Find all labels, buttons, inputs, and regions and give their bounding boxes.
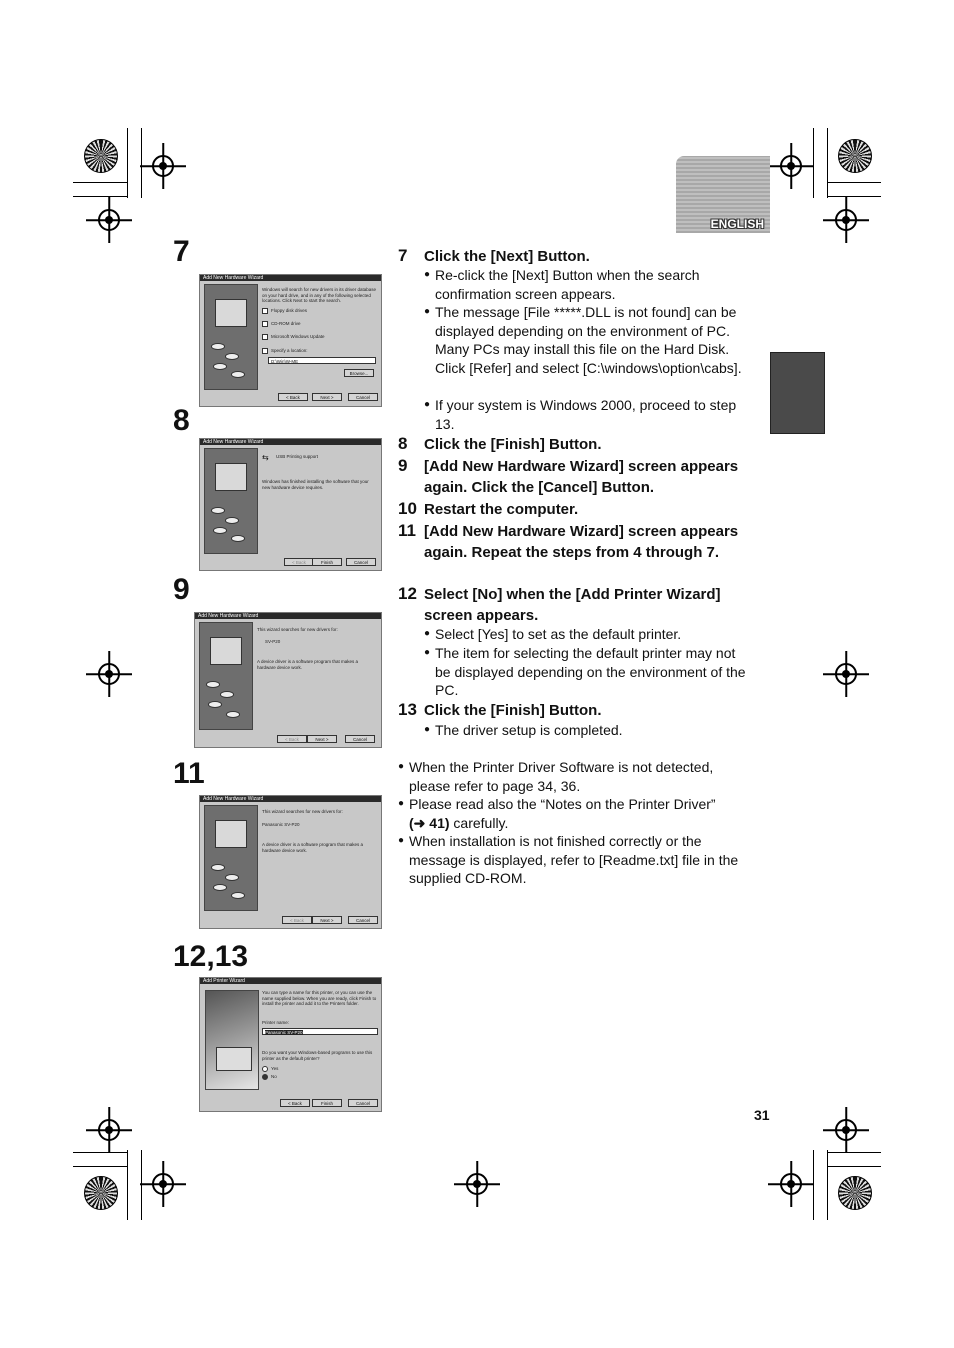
printer-name-field: Panasonic SV-P20 [262, 1028, 378, 1035]
wizard-computer-illustration [204, 284, 258, 390]
bullet-item: ● Select [Yes] to set as the default printer. [424, 626, 682, 642]
step-heading: Restart the computer. [424, 501, 579, 518]
step-number: 7 [398, 246, 408, 265]
back-button: < Back [278, 393, 308, 401]
language-tab-label: ENGLISH [710, 217, 764, 231]
wizard-computer-illustration [204, 448, 258, 554]
page-number: 31 [754, 1107, 770, 1123]
figure-number: 11 [173, 757, 205, 790]
step-heading: [Add New Hardware Wizard] screen appears again. Click the [Cancel] Button. [424, 458, 739, 496]
registration-crosshair-icon [98, 209, 120, 231]
device-name: SV-P20 [265, 639, 281, 644]
figure-number: 9 [173, 573, 190, 606]
cancel-button: Cancel [348, 916, 378, 924]
printer-name-label: Printer name: [262, 1020, 290, 1025]
default-printer-question: Do you want your Windows-based programs to use this printer as the default printer? [262, 1050, 373, 1061]
step-heading: [Add New Hardware Wizard] screen appears again. Repeat the steps from 4 through 7. [424, 523, 739, 561]
step-number: 11 [398, 521, 416, 540]
next-button: Next > [312, 916, 342, 924]
dialog-title: Add New Hardware Wizard [200, 275, 381, 281]
option-no: No [262, 1074, 277, 1080]
step-number: 13 [398, 700, 417, 719]
note-item: ● When installation is not finished correctly or the message is displayed, refer to [Readme.txt] file in the supplied CD-ROM. [398, 833, 739, 886]
registration-crosshair-icon [835, 1119, 857, 1141]
registration-crosshair-icon [835, 209, 857, 231]
bullet-item: ● If your system is Windows 2000, proceed to step 13. [424, 397, 737, 432]
registration-crosshair-icon [780, 1173, 802, 1195]
dialog-body-text: Windows will search for new drivers in its driver database on your hard drive, and in any of the following selected locations. Click Next to start the search. [262, 287, 377, 303]
option-windows-update: Microsoft Windows Update [262, 334, 325, 340]
dialog-title: Add Printer Wizard [200, 978, 381, 984]
language-tab [676, 156, 770, 233]
dialog-body-text-2: A device driver is a software program that makes a hardware device work. [257, 659, 359, 670]
cancel-button: Cancel [348, 393, 378, 401]
registration-star-icon [838, 139, 872, 173]
registration-star-icon [84, 1176, 118, 1210]
bullet-item: ● Re-click the [Next] Button when the search confirmation screen appears. [424, 267, 700, 302]
cancel-button: Cancel [345, 735, 375, 743]
wizard-computer-illustration [199, 622, 253, 730]
step-number: 10 [398, 499, 417, 518]
usb-icon: ⇆ [262, 453, 269, 462]
registration-star-icon [84, 139, 118, 173]
section-side-block [770, 352, 825, 434]
page-reference: (➜ 41) [409, 814, 450, 831]
back-button: < Back [277, 735, 307, 743]
registration-crosshair-icon [835, 663, 857, 685]
registration-crosshair-icon [152, 155, 174, 177]
dialog-title: Add New Hardware Wizard [195, 613, 381, 619]
option-specify-location: Specify a location: [262, 348, 308, 354]
next-button: Next > [307, 735, 337, 743]
next-button: Next > [312, 393, 342, 401]
figure-number: 7 [173, 235, 190, 268]
step-heading: Select [No] when the [Add Printer Wizard] screen appears. [424, 586, 721, 624]
step-heading: Click the [Finish] Button. [424, 436, 602, 453]
screenshot-add-new-hardware-wizard [199, 795, 382, 929]
printer-illustration [205, 990, 259, 1090]
figure-number: 8 [173, 404, 190, 437]
registration-star-icon [838, 1176, 872, 1210]
step-number: 9 [398, 456, 408, 475]
step-heading: Click the [Finish] Button. [424, 702, 602, 719]
finish-button: Finish [312, 558, 342, 566]
bullet-item: ● The item for selecting the default printer may not be displayed depending on the environment of the PC. [424, 645, 746, 698]
back-button: < Back [280, 1099, 310, 1107]
option-yes: Yes [262, 1066, 278, 1072]
bullet-item: ● The message [File *****.DLL is not found] can be displayed depending on the environment of PC. Many PCs may install this file on the Hard Disk. Click [Refer] and select [C:\windows\option\cabs]. [424, 304, 742, 376]
step-heading: Click the [Next] Button. [424, 248, 590, 265]
figure-number: 12,13 [173, 940, 249, 973]
note-item: ● When the Printer Driver Software is not detected, please refer to page 34, 36. [398, 759, 714, 794]
registration-crosshair-icon [780, 155, 802, 177]
back-button: < Back [284, 558, 314, 566]
finish-button: Finish [312, 1099, 342, 1107]
step-number: 12 [398, 584, 417, 603]
registration-crosshair-icon [98, 1119, 120, 1141]
device-name: USB Printing support [276, 454, 319, 459]
browse-button: Browse... [344, 369, 374, 377]
dialog-body-text: You can type a name for this printer, or you can use the name supplied below. When you are ready, click Finish to install the printer and add it to the Printers folder. [262, 990, 377, 1006]
registration-crosshair-icon [152, 1173, 174, 1195]
bullet-item: ● The driver setup is completed. [424, 722, 623, 738]
note-item: ● Please read also the “Notes on the Printer Driver” (➜ 41) carefully. [398, 796, 716, 831]
dialog-body-text: This wizard searches for new drivers for: [262, 809, 343, 814]
option-floppy: Floppy disk drives [262, 308, 307, 314]
registration-crosshair-icon [98, 663, 120, 685]
dialog-body-text: This wizard searches for new drivers for: [257, 627, 338, 632]
dialog-body-text-2: A device driver is a software program that makes a hardware device work. [262, 842, 364, 853]
screenshot-add-new-hardware-wizard [199, 274, 382, 407]
cancel-button: Cancel [346, 558, 376, 566]
screenshot-add-new-hardware-wizard [194, 612, 382, 748]
registration-crosshair-icon [466, 1173, 488, 1195]
dialog-title: Add New Hardware Wizard [200, 439, 381, 445]
screenshot-add-printer-wizard [199, 977, 382, 1112]
screenshot-add-new-hardware-wizard [199, 438, 382, 571]
step-number: 8 [398, 434, 408, 453]
back-button: < Back [282, 916, 312, 924]
wizard-computer-illustration [204, 805, 258, 911]
option-cdrom: CD-ROM drive [262, 321, 301, 327]
dialog-title: Add New Hardware Wizard [200, 796, 381, 802]
cancel-button: Cancel [348, 1099, 378, 1107]
dialog-body-text: Windows has finished installing the software that your new hardware device requires. [262, 479, 369, 490]
device-name: Panasonic SV-P20 [262, 822, 300, 827]
location-field: D:\Win\W-ME [268, 357, 376, 364]
